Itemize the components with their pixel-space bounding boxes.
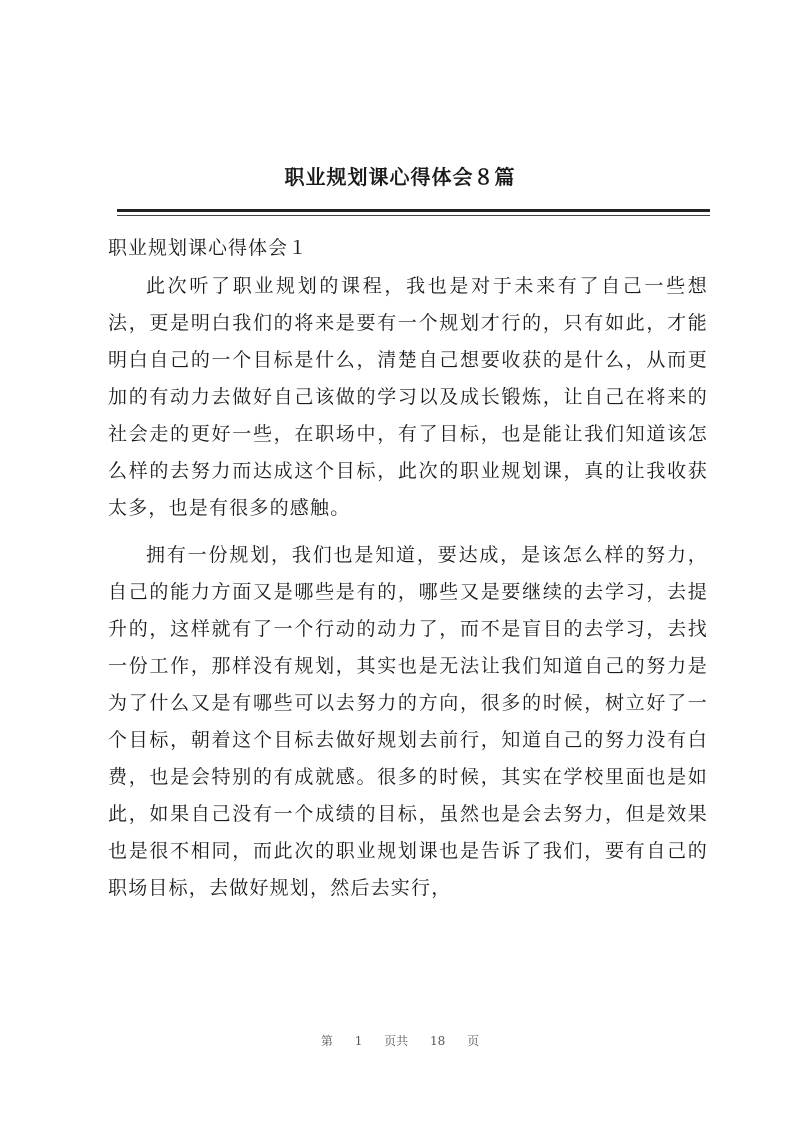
title-rule-thin [117,215,710,216]
footer-current-page: 1 [354,1034,363,1048]
footer-label-of: 页共 [384,1034,409,1048]
page-footer [0,1032,800,1049]
paragraph: 拥有一份规划，我们也是知道，要达成，是该怎么样的努力，自己的能力方面又是哪些是有的，哪些又是要继续的去学习，去提升的，这样就有了一个行动的动力了，而不是盲目的去学习，去找一份工作，那样没有规划，其实也是无法让我们知道自己的努力是为了什么又是有哪些可以去努力的方向，很多的时候，树立好了一个目标，朝着这个目标去做好规划去前行，知道自己的努力没有白费，也是会特别的有成就感。很多的时候，其实在学校里面也是如此，如果自己没有一个成绩的目标，虽然也是会去努力，但是效果也是很不相同，而此次的职业规划课也是告诉了我们，要有自己的职场目标，去做好规划，然后去实行， [108,544,708,899]
paragraph: 此次听了职业规划的课程，我也是对于未来有了自己一些想法，更是明白我们的将来是要有一个规划才行的，只有如此，才能明白自己的一个目标是什么，清楚自己想要收获的是什么，从而更加的有动力去做好自己该做的学习以及成长锻炼，让自己在将来的社会走的更好一些，在职场中，有了目标，也是能让我们知道该怎么样的去努力而达成这个目标，此次的职业规划课，真的让我收获太多，也是有很多的感触。 [108,275,708,519]
document-body [108,268,708,917]
footer-label-end: 页 [467,1034,480,1048]
footer-total-pages: 18 [430,1034,446,1048]
document-title: 职业规划课心得体会８篇 [284,165,516,189]
title-rule-thick [117,209,710,212]
footer-label-page: 第 [320,1034,333,1048]
section-heading: 职业规划课心得体会１ [108,237,309,259]
